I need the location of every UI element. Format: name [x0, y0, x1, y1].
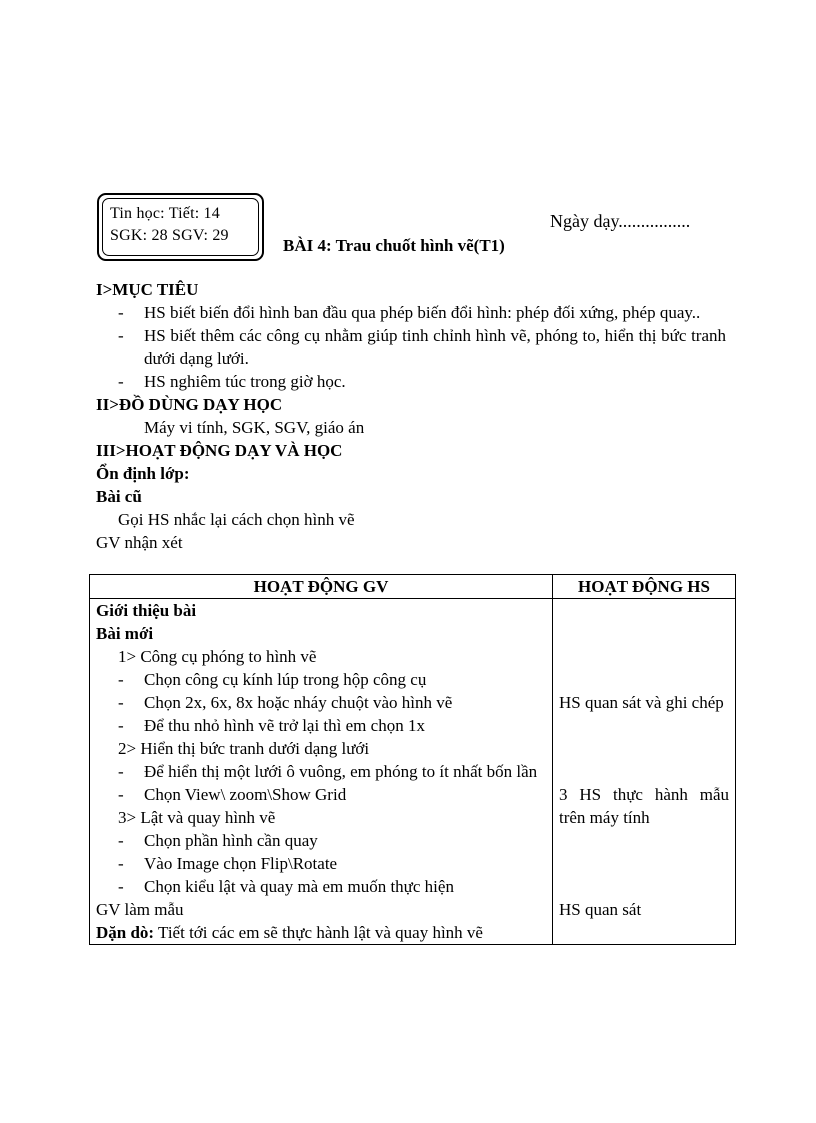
lesson-info-box-inner	[102, 198, 259, 256]
homework-line	[96, 921, 546, 944]
section-item: 2> Hiển thị bức tranh dưới dạng lưới	[118, 739, 370, 758]
teaching-date: Ngày dạy................	[550, 211, 691, 231]
section-item: 1> Công cụ phóng to hình vẽ	[118, 647, 317, 666]
student-activity-cell	[553, 599, 736, 945]
gv-comment: GV nhận xét	[96, 533, 183, 552]
new-lesson-heading: Bài mới	[96, 624, 154, 643]
hs-note-observe: HS quan sát	[559, 900, 642, 919]
list-item: - Vào Image chọn Flip\Rotate	[96, 852, 546, 875]
intro-heading: Giới thiệu bài	[96, 601, 197, 620]
spacer	[559, 714, 729, 783]
hs-note-practice: 3 HS thực hành mẫu trên máy tính	[559, 785, 729, 827]
lesson-body	[96, 278, 726, 554]
section-item: 3> Lật và quay hình vẽ	[118, 808, 276, 827]
materials-text: Máy vi tính, SGK, SGV, giáo án	[144, 418, 365, 437]
textbook-pages: SGK: 28 SGV: 29	[110, 227, 229, 244]
table-row	[90, 599, 736, 945]
spacer	[559, 829, 729, 898]
list-item: - Chọn công cụ kính lúp trong hộp công cụ	[96, 668, 546, 691]
objective-item: - HS biết thêm các công cụ nhằm giúp tinh chỉnh hình vẽ, phóng to, hiển thị bức tranh dưới dạng lưới.	[96, 324, 726, 370]
lesson-period: Tin học: Tiết: 14	[110, 205, 220, 222]
old-lesson-text: Gọi HS nhắc lại cách chọn hình vẽ	[118, 510, 355, 529]
table-header-row	[90, 575, 736, 599]
list-item: - Chọn View\ zoom\Show Grid	[96, 783, 546, 806]
lesson-title: BÀI 4: Trau chuốt hình vẽ(T1)	[283, 236, 505, 255]
materials-heading: II>ĐỒ DÙNG DẠY HỌC	[96, 395, 283, 414]
header-student-activity: HOẠT ĐỘNG HS	[553, 575, 736, 599]
old-lesson-heading: Bài cũ	[96, 487, 142, 506]
homework-label: Dặn dò:	[96, 923, 155, 942]
list-item: - Chọn phần hình cần quay	[96, 829, 546, 852]
objective-item: - HS nghiêm túc trong giờ học.	[96, 370, 726, 393]
objective-item: - HS biết biến đổi hình ban đầu qua phép biến đổi hình: phép đối xứng, phép quay..	[96, 301, 726, 324]
list-item: - Để hiển thị một lưới ô vuông, em phóng to ít nhất bốn lần	[96, 760, 546, 783]
hs-note-observe-notes: HS quan sát và ghi chép	[559, 693, 724, 712]
objectives-heading: I>MỤC TIÊU	[96, 280, 199, 299]
gv-demo: GV làm mẫu	[96, 900, 184, 919]
class-order-heading: Ổn định lớp:	[96, 464, 190, 483]
activities-table	[89, 574, 736, 945]
lesson-info-box	[97, 193, 264, 261]
list-item: - Chọn kiểu lật và quay mà em muốn thực hiện	[96, 875, 546, 898]
list-item: - Để thu nhỏ hình vẽ trở lại thì em chọn 1x	[96, 714, 546, 737]
homework-text: Tiết tới các em sẽ thực hành lật và quay hình vẽ	[154, 923, 483, 942]
spacer	[559, 599, 729, 691]
list-item: - Chọn 2x, 6x, 8x hoặc nháy chuột vào hình vẽ	[96, 691, 546, 714]
teacher-activity-cell	[90, 599, 553, 945]
activities-heading: III>HOẠT ĐỘNG DẠY VÀ HỌC	[96, 441, 343, 460]
header-teacher-activity: HOẠT ĐỘNG GV	[90, 575, 553, 599]
